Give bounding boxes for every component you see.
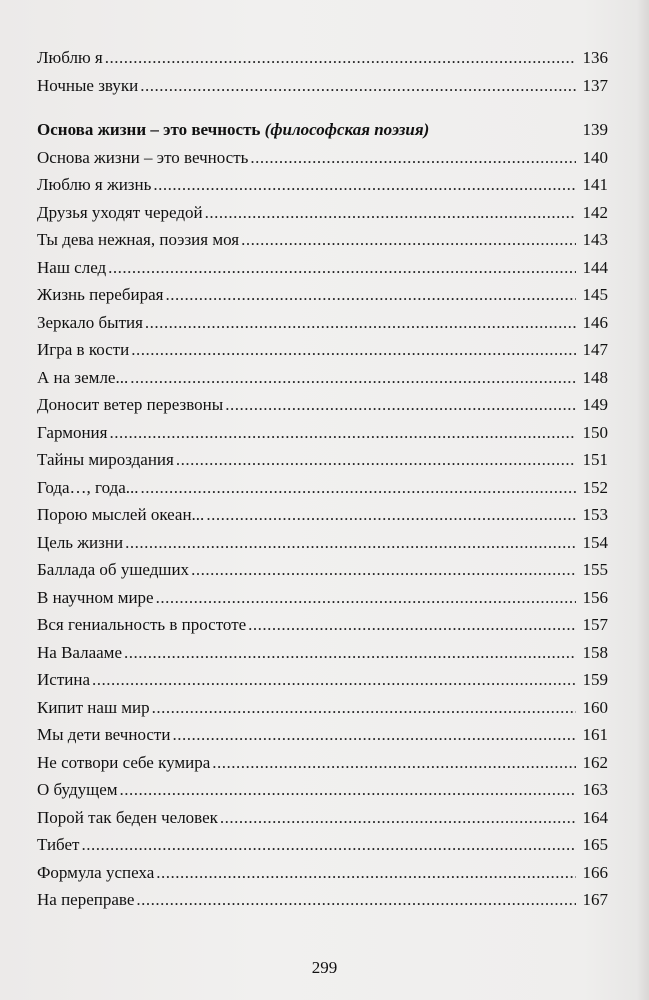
toc-entry-page: 158 <box>582 642 608 662</box>
section-page: 139 <box>582 120 608 139</box>
toc-entry-page: 146 <box>582 312 608 332</box>
toc-entry-title: Друзья уходят чередой <box>37 202 203 222</box>
toc-entry-title: Кипит наш мир <box>37 697 150 717</box>
toc-entry-page: 147 <box>582 340 608 359</box>
toc-entry <box>37 340 608 368</box>
table-of-contents <box>37 48 608 918</box>
toc-entry <box>37 835 608 863</box>
dot-leader <box>120 780 576 800</box>
toc-entry <box>37 203 608 231</box>
toc-section-heading <box>37 120 608 148</box>
dot-leader <box>156 863 576 883</box>
toc-entry <box>37 615 608 643</box>
toc-entry-title: На Валааме <box>37 642 122 662</box>
toc-entry-title: Истина <box>37 670 90 689</box>
dot-leader <box>225 395 576 415</box>
dot-leader <box>206 505 576 525</box>
toc-entry-title: Года…, года... <box>37 477 139 497</box>
toc-entries-list <box>37 148 608 918</box>
toc-entry-page: 165 <box>582 835 608 854</box>
toc-entry-page: 152 <box>582 477 608 497</box>
toc-entry-title: Доносит ветер перезвоны <box>37 395 224 414</box>
toc-entry-title: Люблю я жизнь <box>37 175 152 194</box>
dot-leader <box>131 340 576 360</box>
toc-entry <box>37 725 608 753</box>
toc-entry-title: В научном мире <box>37 587 154 607</box>
toc-entry-title: Гармония <box>37 422 108 442</box>
toc-entry-title: Ты дева нежная, поэзия моя <box>37 230 240 249</box>
dot-leader <box>124 643 576 663</box>
toc-entry-title: Основа жизни – это вечность <box>37 147 249 167</box>
toc-entry-page: 159 <box>582 670 608 689</box>
dot-leader <box>153 175 576 195</box>
toc-entry <box>37 368 608 396</box>
toc-entry-title: Игра в кости <box>37 340 130 359</box>
dot-leader <box>92 670 576 690</box>
toc-entry-title: Ночные звуки <box>37 75 139 95</box>
toc-entry-title: Наш след <box>37 257 107 277</box>
toc-entry <box>37 890 608 918</box>
toc-entry <box>37 588 608 616</box>
toc-entry <box>37 48 608 76</box>
toc-entry <box>37 76 608 104</box>
dot-leader <box>145 313 576 333</box>
toc-entry-page: 154 <box>582 532 608 552</box>
toc-entry-page: 143 <box>582 230 608 249</box>
dot-leader <box>136 890 576 910</box>
toc-entry-page: 156 <box>582 587 608 607</box>
toc-entry-title: Не сотвори себе кумира <box>37 752 211 772</box>
toc-entry <box>37 450 608 478</box>
toc-entry <box>37 478 608 506</box>
dot-leader <box>125 533 576 553</box>
dot-leader <box>212 753 576 773</box>
toc-entry <box>37 285 608 313</box>
toc-entry <box>37 808 608 836</box>
dot-leader <box>130 368 576 388</box>
toc-entry <box>37 230 608 258</box>
dot-leader <box>172 725 576 745</box>
dot-leader <box>165 285 576 305</box>
toc-entry-page: 136 <box>582 48 608 67</box>
toc-entry-page: 162 <box>582 752 608 772</box>
dot-leader <box>140 76 576 96</box>
toc-entry <box>37 423 608 451</box>
toc-entry-page: 164 <box>582 807 608 827</box>
section-spacer <box>37 103 608 120</box>
dot-leader <box>152 698 576 718</box>
toc-entry-page: 157 <box>582 615 608 634</box>
dot-leader <box>176 450 576 470</box>
section-title-text: Основа жизни – это вечность <box>37 120 261 139</box>
dot-leader <box>241 230 576 250</box>
toc-entry-title: Мы дети вечности <box>37 725 171 744</box>
toc-entry-title: Жизнь перебирая <box>37 285 164 304</box>
dot-leader <box>248 615 576 635</box>
toc-entry <box>37 753 608 781</box>
toc-entry-page: 142 <box>582 202 608 222</box>
toc-entry-page: 141 <box>582 175 608 194</box>
toc-entry <box>37 698 608 726</box>
toc-entry-title: Зеркало бытия <box>37 312 143 332</box>
dot-leader <box>81 835 576 855</box>
toc-entry <box>37 313 608 341</box>
toc-entry-title: Баллада об ушедших <box>37 560 190 579</box>
toc-entry-page: 144 <box>582 257 608 277</box>
toc-entry-title: Порою мыслей океан... <box>37 505 205 524</box>
dot-leader <box>220 808 576 828</box>
toc-entry-page: 166 <box>582 862 608 882</box>
toc-entry <box>37 505 608 533</box>
toc-entry-page: 137 <box>582 75 608 95</box>
toc-entry-title: На переправе <box>37 890 135 909</box>
toc-entry-title: А на земле... <box>37 367 129 387</box>
toc-entry-title: Тибет <box>37 835 80 854</box>
toc-entry-title: Формула успеха <box>37 862 155 882</box>
toc-entry-page: 150 <box>582 422 608 442</box>
dot-leader <box>141 478 576 498</box>
toc-entry-title: Люблю я <box>37 48 103 67</box>
toc-entry <box>37 643 608 671</box>
toc-entry-page: 140 <box>582 147 608 167</box>
toc-entry-page: 149 <box>582 395 608 414</box>
toc-entry-page: 167 <box>582 890 608 909</box>
toc-entry-title: Порой так беден человек <box>37 807 218 827</box>
toc-entry <box>37 395 608 423</box>
toc-entry-title: Вся гениальность в простоте <box>37 615 247 634</box>
toc-entry <box>37 560 608 588</box>
dot-leader <box>191 560 576 580</box>
section-title <box>37 120 429 140</box>
dot-leader <box>105 48 576 68</box>
dot-leader <box>156 588 576 608</box>
page-edge-shadow <box>637 0 649 1000</box>
dot-leader <box>108 258 576 278</box>
toc-entry-page: 145 <box>582 285 608 304</box>
toc-entry-page: 163 <box>582 780 608 799</box>
toc-entry-title: Тайны мироздания <box>37 450 174 469</box>
toc-entry <box>37 670 608 698</box>
dot-leader <box>250 148 576 168</box>
toc-entry <box>37 533 608 561</box>
toc-entry-title: О будущем <box>37 780 118 799</box>
dot-leader <box>109 423 576 443</box>
toc-entry-page: 148 <box>582 367 608 387</box>
toc-entry <box>37 175 608 203</box>
dot-leader <box>205 203 576 223</box>
toc-entry <box>37 780 608 808</box>
toc-entry <box>37 863 608 891</box>
toc-entry-page: 160 <box>582 697 608 717</box>
page-number: 299 <box>311 958 338 977</box>
toc-entry <box>37 258 608 286</box>
toc-entry-page: 161 <box>582 725 608 744</box>
toc-entry-page: 155 <box>582 560 608 579</box>
toc-entry <box>37 148 608 176</box>
section-subtitle: (философская поэзия) <box>264 120 430 139</box>
toc-entry-page: 153 <box>582 505 608 524</box>
toc-entry-title: Цель жизни <box>37 532 124 552</box>
toc-entry-page: 151 <box>582 450 608 469</box>
